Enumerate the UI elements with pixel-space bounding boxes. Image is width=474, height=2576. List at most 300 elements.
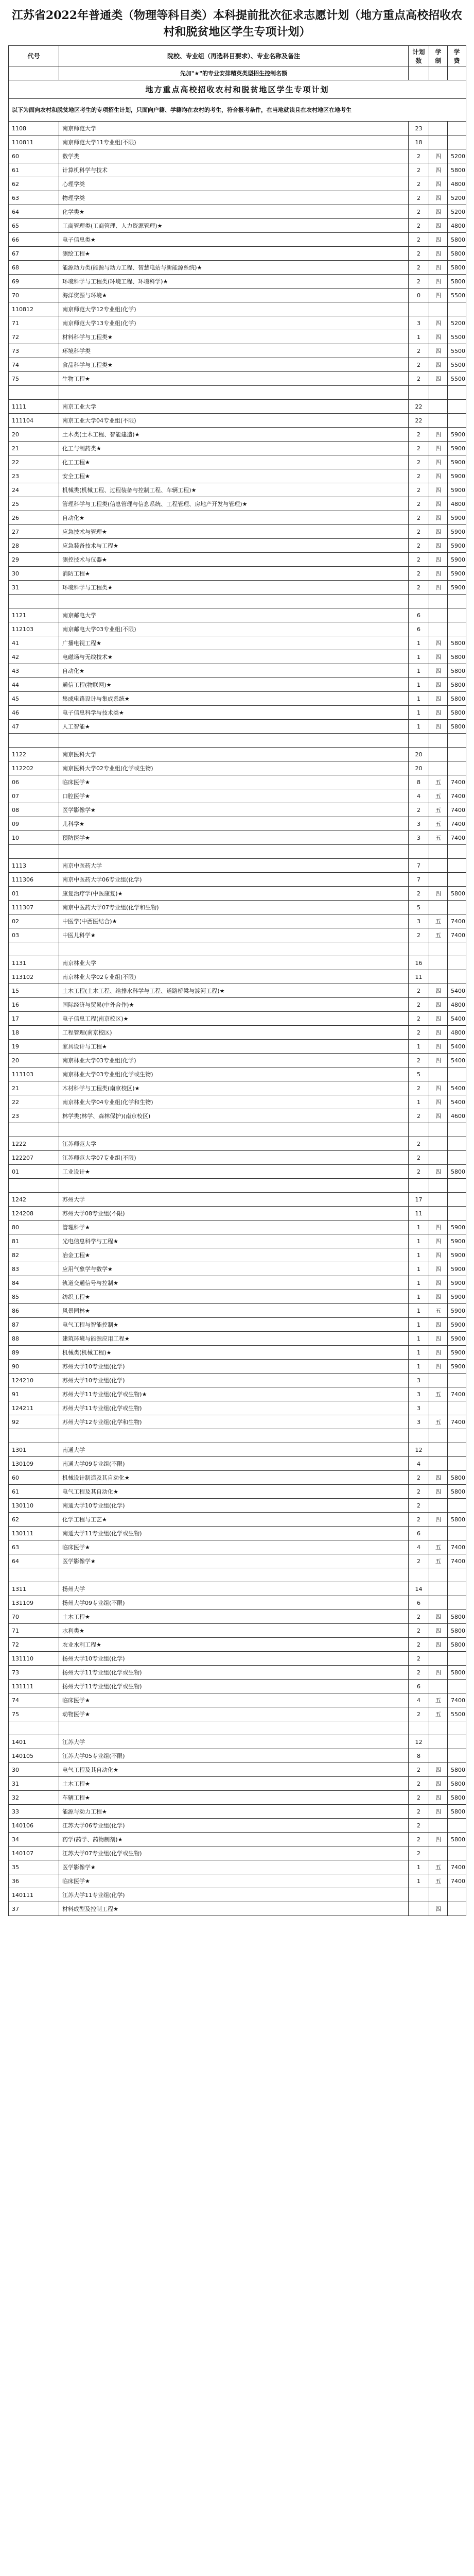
header-code: 代号 xyxy=(9,46,59,66)
section-banner: 地方重点高校招收农村和脱贫地区学生专项计划 xyxy=(9,80,466,99)
row-length: 四 xyxy=(429,428,448,442)
row-plan: 2 xyxy=(409,1012,429,1026)
row-fee: 5800 xyxy=(448,1610,466,1624)
major-row xyxy=(9,1777,466,1791)
row-length: 四 xyxy=(429,344,448,358)
blank-row xyxy=(9,942,466,956)
row-code: 26 xyxy=(9,511,59,525)
row-fee: 4800 xyxy=(448,1026,466,1040)
major-row xyxy=(9,1874,466,1888)
row-name: 江苏大学06专业组(化学) xyxy=(59,1819,409,1833)
row-name: 南京师范大学12专业组(化学) xyxy=(59,302,409,316)
row-code: 01 xyxy=(9,1165,59,1179)
school-row xyxy=(9,1680,466,1693)
row-plan: 1 xyxy=(409,1318,429,1332)
row-code: 70 xyxy=(9,1610,59,1624)
row-code: 17 xyxy=(9,1012,59,1026)
row-name: 计算机科学与技术 xyxy=(59,163,409,177)
school-row xyxy=(9,1401,466,1415)
major-row xyxy=(9,1290,466,1304)
major-row xyxy=(9,289,466,302)
major-row xyxy=(9,1081,466,1095)
row-length: 五 xyxy=(429,928,448,942)
major-row xyxy=(9,219,466,233)
row-fee xyxy=(448,1582,466,1596)
row-code: 131110 xyxy=(9,1652,59,1666)
row-name: 动物医学★ xyxy=(59,1707,409,1721)
row-name: 海洋资源与环境★ xyxy=(59,289,409,302)
plan-table xyxy=(8,45,466,1916)
row-plan: 2 xyxy=(409,1081,429,1095)
row-code: 25 xyxy=(9,497,59,511)
row-code: 111306 xyxy=(9,873,59,887)
row-fee: 5900 xyxy=(448,1318,466,1332)
major-row xyxy=(9,344,466,358)
row-code: 110812 xyxy=(9,302,59,316)
row-name: 江苏大学05专业组(不限) xyxy=(59,1749,409,1763)
row-fee: 5900 xyxy=(448,455,466,469)
row-code: 28 xyxy=(9,539,59,553)
school-row xyxy=(9,135,466,149)
row-fee xyxy=(448,956,466,970)
row-name: 土木工程(土木工程、给排水科学与工程、道路桥梁与渡河工程)★ xyxy=(59,984,409,998)
row-plan: 2 xyxy=(409,233,429,247)
row-plan: 1 xyxy=(409,650,429,664)
major-row xyxy=(9,1346,466,1360)
row-length xyxy=(429,970,448,984)
row-fee: 5900 xyxy=(448,1248,466,1262)
row-name: 江苏大学 xyxy=(59,1735,409,1749)
row-name: 工业设计★ xyxy=(59,1165,409,1179)
major-row xyxy=(9,1610,466,1624)
row-name: 南京林业大学04专业组(化学和生物) xyxy=(59,1095,409,1109)
row-name: 林学类(林学、森林保护)(南京校区) xyxy=(59,1109,409,1123)
row-length: 四 xyxy=(429,1040,448,1054)
row-code: 91 xyxy=(9,1387,59,1401)
major-row xyxy=(9,636,466,650)
row-name: 风景园林★ xyxy=(59,1304,409,1318)
row-code: 01 xyxy=(9,887,59,901)
row-name: 建筑环境与能源应用工程★ xyxy=(59,1332,409,1346)
major-row xyxy=(9,497,466,511)
row-length: 五 xyxy=(429,1540,448,1554)
row-name: 应用气象学与数学★ xyxy=(59,1262,409,1276)
row-name: 测绘工程★ xyxy=(59,247,409,261)
row-name: 南通大学09专业组(不限) xyxy=(59,1457,409,1471)
row-length xyxy=(429,608,448,622)
row-length: 四 xyxy=(429,191,448,205)
major-row xyxy=(9,539,466,553)
row-code: 1131 xyxy=(9,956,59,970)
row-length xyxy=(429,622,448,636)
major-row xyxy=(9,1415,466,1429)
row-plan: 2 xyxy=(409,1165,429,1179)
row-plan: 2 xyxy=(409,511,429,525)
row-fee: 5900 xyxy=(448,442,466,455)
row-fee: 7400 xyxy=(448,1874,466,1888)
row-code: 90 xyxy=(9,1360,59,1374)
school-row xyxy=(9,608,466,622)
row-name: 电气工程及其自动化★ xyxy=(59,1485,409,1499)
row-length: 四 xyxy=(429,1095,448,1109)
row-name: 扬州大学09专业组(不限) xyxy=(59,1596,409,1610)
row-plan: 20 xyxy=(409,748,429,761)
row-code: 62 xyxy=(9,177,59,191)
major-row xyxy=(9,163,466,177)
row-length: 四 xyxy=(429,289,448,302)
row-name: 环境科学与工程类★ xyxy=(59,581,409,595)
row-fee: 4800 xyxy=(448,998,466,1012)
row-code: 02 xyxy=(9,914,59,928)
row-code: 46 xyxy=(9,706,59,720)
major-row xyxy=(9,1054,466,1067)
row-fee: 5500 xyxy=(448,330,466,344)
row-code: 63 xyxy=(9,191,59,205)
major-row xyxy=(9,205,466,219)
row-plan: 2 xyxy=(409,1846,429,1860)
table-header-row xyxy=(9,46,466,66)
row-code: 35 xyxy=(9,1860,59,1874)
row-fee xyxy=(448,901,466,914)
row-code: 29 xyxy=(9,553,59,567)
row-code: 71 xyxy=(9,1624,59,1638)
major-row xyxy=(9,261,466,275)
row-plan: 2 xyxy=(409,928,429,942)
row-name: 南京工业大学04专业组(不限) xyxy=(59,414,409,428)
row-fee: 4800 xyxy=(448,497,466,511)
row-fee xyxy=(448,859,466,873)
row-code: 130111 xyxy=(9,1527,59,1540)
row-plan: 1 xyxy=(409,1095,429,1109)
row-code: 85 xyxy=(9,1290,59,1304)
row-plan: 4 xyxy=(409,1540,429,1554)
row-plan: 2 xyxy=(409,163,429,177)
major-row xyxy=(9,1221,466,1234)
row-name: 自动化★ xyxy=(59,511,409,525)
row-length xyxy=(429,400,448,414)
row-fee: 5400 xyxy=(448,1054,466,1067)
row-plan: 1 xyxy=(409,1346,429,1360)
row-plan: 2 xyxy=(409,191,429,205)
row-code: 113102 xyxy=(9,970,59,984)
row-fee: 5900 xyxy=(448,525,466,539)
row-name: 材料成型及控制工程★ xyxy=(59,1902,409,1916)
row-fee: 5500 xyxy=(448,1707,466,1721)
row-fee: 5800 xyxy=(448,1833,466,1846)
row-length: 四 xyxy=(429,1791,448,1805)
row-code: 124210 xyxy=(9,1374,59,1387)
row-name: 管理科学★ xyxy=(59,1221,409,1234)
row-fee: 7400 xyxy=(448,803,466,817)
school-row xyxy=(9,1499,466,1513)
row-name: 材料科学与工程类★ xyxy=(59,330,409,344)
row-fee xyxy=(448,622,466,636)
row-fee: 5400 xyxy=(448,984,466,998)
row-fee: 5800 xyxy=(448,261,466,275)
row-length: 四 xyxy=(429,678,448,692)
row-length: 四 xyxy=(429,247,448,261)
major-row xyxy=(9,149,466,163)
row-length: 四 xyxy=(429,1054,448,1067)
row-code: 113103 xyxy=(9,1067,59,1081)
row-length: 四 xyxy=(429,998,448,1012)
row-fee: 5800 xyxy=(448,692,466,706)
row-plan: 2 xyxy=(409,1638,429,1652)
row-fee xyxy=(448,873,466,887)
school-row xyxy=(9,1749,466,1763)
row-length: 五 xyxy=(429,803,448,817)
row-name: 能源与动力工程★ xyxy=(59,1805,409,1819)
row-length: 四 xyxy=(429,1833,448,1846)
school-row xyxy=(9,1596,466,1610)
row-fee: 5400 xyxy=(448,1012,466,1026)
blank-row xyxy=(9,1179,466,1193)
row-length xyxy=(429,1137,448,1151)
row-code: 131111 xyxy=(9,1680,59,1693)
row-plan: 2 xyxy=(409,1624,429,1638)
row-name: 化学类★ xyxy=(59,205,409,219)
row-length xyxy=(429,1193,448,1207)
row-name: 消防工程★ xyxy=(59,567,409,581)
page-title: 江苏省2022年普通类（物理等科目类）本科提前批次征求志愿计划（地方重点高校招收农村和脱贫地区学生专项计划） xyxy=(11,9,463,39)
major-row xyxy=(9,1693,466,1707)
row-fee: 5200 xyxy=(448,205,466,219)
row-code: 88 xyxy=(9,1332,59,1346)
header-name: 院校、专业组（再选科目要求）、专业名称及备注 xyxy=(59,46,409,66)
row-fee: 5800 xyxy=(448,1165,466,1179)
row-code: 07 xyxy=(9,789,59,803)
blank-row xyxy=(9,1123,466,1137)
row-fee xyxy=(448,1596,466,1610)
row-plan: 4 xyxy=(409,1693,429,1707)
major-row xyxy=(9,789,466,803)
row-code: 1301 xyxy=(9,1443,59,1457)
row-length: 四 xyxy=(429,1610,448,1624)
row-code: 73 xyxy=(9,1666,59,1680)
row-name: 南京林业大学03专业组(化学或生物) xyxy=(59,1067,409,1081)
row-plan: 23 xyxy=(409,122,429,135)
row-name: 药学(药学、药物制剂)★ xyxy=(59,1833,409,1846)
row-length: 四 xyxy=(429,1318,448,1332)
major-row xyxy=(9,998,466,1012)
row-name: 安全工程★ xyxy=(59,469,409,483)
row-length: 四 xyxy=(429,553,448,567)
row-fee: 5800 xyxy=(448,706,466,720)
row-fee: 5800 xyxy=(448,1763,466,1777)
row-length: 四 xyxy=(429,483,448,497)
school-row xyxy=(9,1207,466,1221)
row-fee xyxy=(448,608,466,622)
row-plan: 2 xyxy=(409,261,429,275)
major-row xyxy=(9,817,466,831)
row-length: 五 xyxy=(429,831,448,845)
major-row xyxy=(9,372,466,386)
row-plan: 1 xyxy=(409,1248,429,1262)
row-length xyxy=(429,761,448,775)
row-code: 140105 xyxy=(9,1749,59,1763)
row-code: 23 xyxy=(9,1109,59,1123)
row-name: 心理学类 xyxy=(59,177,409,191)
row-plan: 2 xyxy=(409,205,429,219)
row-name: 测控技术与仪器★ xyxy=(59,553,409,567)
school-row xyxy=(9,1846,466,1860)
row-plan: 3 xyxy=(409,831,429,845)
row-length: 五 xyxy=(429,914,448,928)
row-name: 应急技术与管理★ xyxy=(59,525,409,539)
row-name: 化工与制药类★ xyxy=(59,442,409,455)
row-length: 四 xyxy=(429,469,448,483)
row-plan: 2 xyxy=(409,344,429,358)
row-code: 19 xyxy=(9,1040,59,1054)
row-name: 自动化★ xyxy=(59,664,409,678)
row-fee: 5900 xyxy=(448,1221,466,1234)
row-code: 86 xyxy=(9,1304,59,1318)
row-fee xyxy=(448,1443,466,1457)
row-name: 环境科学类 xyxy=(59,344,409,358)
row-fee: 5500 xyxy=(448,358,466,372)
row-length: 五 xyxy=(429,1707,448,1721)
school-row xyxy=(9,1137,466,1151)
row-code: 62 xyxy=(9,1513,59,1527)
row-plan: 17 xyxy=(409,1193,429,1207)
major-row xyxy=(9,1304,466,1318)
row-fee xyxy=(448,1151,466,1165)
row-fee: 5400 xyxy=(448,1081,466,1095)
row-code: 42 xyxy=(9,650,59,664)
school-row xyxy=(9,1735,466,1749)
row-plan: 5 xyxy=(409,901,429,914)
major-row xyxy=(9,1763,466,1777)
row-name: 电磁场与无线技术★ xyxy=(59,650,409,664)
major-row xyxy=(9,1248,466,1262)
row-code: 60 xyxy=(9,149,59,163)
row-name: 医学影像学★ xyxy=(59,1860,409,1874)
row-fee: 5200 xyxy=(448,191,466,205)
major-row xyxy=(9,1026,466,1040)
row-code: 06 xyxy=(9,775,59,789)
row-name: 木材科学与工程类(南京校区)★ xyxy=(59,1081,409,1095)
row-plan: 8 xyxy=(409,1749,429,1763)
row-code: 1242 xyxy=(9,1193,59,1207)
row-plan: 1 xyxy=(409,330,429,344)
row-length: 四 xyxy=(429,358,448,372)
row-plan xyxy=(409,302,429,316)
row-name: 南京工业大学 xyxy=(59,400,409,414)
row-fee: 5800 xyxy=(448,163,466,177)
school-row xyxy=(9,748,466,761)
row-plan: 3 xyxy=(409,1415,429,1429)
row-fee xyxy=(448,122,466,135)
school-row xyxy=(9,1457,466,1471)
row-name: 南通大学11专业组(化学或生物) xyxy=(59,1527,409,1540)
section-description: 以下为面向农村和脱贫地区考生的专项招生计划，只面向户籍、学籍均在农村的考生，符合报考条件，在当地就读且在农村地区在地考生 xyxy=(9,99,466,122)
major-row xyxy=(9,1332,466,1346)
row-fee: 7400 xyxy=(448,1387,466,1401)
row-length: 四 xyxy=(429,1513,448,1527)
row-length xyxy=(429,873,448,887)
row-name: 江苏师范大学07专业组(不限) xyxy=(59,1151,409,1165)
row-fee: 5900 xyxy=(448,553,466,567)
school-row xyxy=(9,1888,466,1902)
row-length: 四 xyxy=(429,261,448,275)
row-length: 五 xyxy=(429,1874,448,1888)
row-name: 食品科学与工程类★ xyxy=(59,358,409,372)
row-length: 五 xyxy=(429,789,448,803)
school-row xyxy=(9,1067,466,1081)
row-name: 南通大学 xyxy=(59,1443,409,1457)
row-length: 四 xyxy=(429,1485,448,1499)
row-code: 22 xyxy=(9,1095,59,1109)
row-length xyxy=(429,748,448,761)
major-row xyxy=(9,1165,466,1179)
row-code: 81 xyxy=(9,1234,59,1248)
row-code: 33 xyxy=(9,1805,59,1819)
header-plan: 计划数 xyxy=(409,46,429,66)
major-row xyxy=(9,720,466,734)
row-length xyxy=(429,302,448,316)
row-fee: 5900 xyxy=(448,539,466,553)
row-fee xyxy=(448,1749,466,1763)
row-plan: 22 xyxy=(409,414,429,428)
major-row xyxy=(9,1318,466,1332)
row-name: 南京师范大学11专业组(不限) xyxy=(59,135,409,149)
row-plan: 2 xyxy=(409,275,429,289)
school-row xyxy=(9,1151,466,1165)
row-name: 苏州大学08专业组(不限) xyxy=(59,1207,409,1221)
row-length: 四 xyxy=(429,149,448,163)
row-length: 四 xyxy=(429,1012,448,1026)
row-fee: 5900 xyxy=(448,567,466,581)
row-plan: 2 xyxy=(409,525,429,539)
row-code: 67 xyxy=(9,247,59,261)
school-row xyxy=(9,302,466,316)
row-plan: 2 xyxy=(409,1151,429,1165)
major-row xyxy=(9,1638,466,1652)
row-name: 化工工程★ xyxy=(59,455,409,469)
row-name: 车辆工程★ xyxy=(59,1791,409,1805)
row-length: 四 xyxy=(429,1276,448,1290)
row-plan: 0 xyxy=(409,289,429,302)
row-code: 36 xyxy=(9,1874,59,1888)
row-code: 64 xyxy=(9,1554,59,1568)
row-plan: 2 xyxy=(409,567,429,581)
row-code: 124211 xyxy=(9,1401,59,1415)
row-plan: 20 xyxy=(409,761,429,775)
row-length: 四 xyxy=(429,636,448,650)
row-plan: 4 xyxy=(409,789,429,803)
row-code: 43 xyxy=(9,664,59,678)
row-length xyxy=(429,414,448,428)
row-fee: 5800 xyxy=(448,678,466,692)
row-name: 中医儿科学★ xyxy=(59,928,409,942)
row-code: 130110 xyxy=(9,1499,59,1513)
row-length xyxy=(429,1680,448,1693)
row-name: 能源动力类(能源与动力工程、智慧电站与新能源系统)★ xyxy=(59,261,409,275)
row-length: 四 xyxy=(429,1638,448,1652)
row-length xyxy=(429,1457,448,1471)
row-name: 江苏大学07专业组(化学或生物) xyxy=(59,1846,409,1860)
row-code: 66 xyxy=(9,233,59,247)
row-length xyxy=(429,1652,448,1666)
row-code: 87 xyxy=(9,1318,59,1332)
major-row xyxy=(9,1109,466,1123)
row-fee: 5800 xyxy=(448,1791,466,1805)
row-code: 84 xyxy=(9,1276,59,1290)
row-length: 四 xyxy=(429,330,448,344)
row-plan: 2 xyxy=(409,998,429,1012)
row-name: 苏州大学11专业组(化学或生物)★ xyxy=(59,1387,409,1401)
row-fee xyxy=(448,1499,466,1513)
